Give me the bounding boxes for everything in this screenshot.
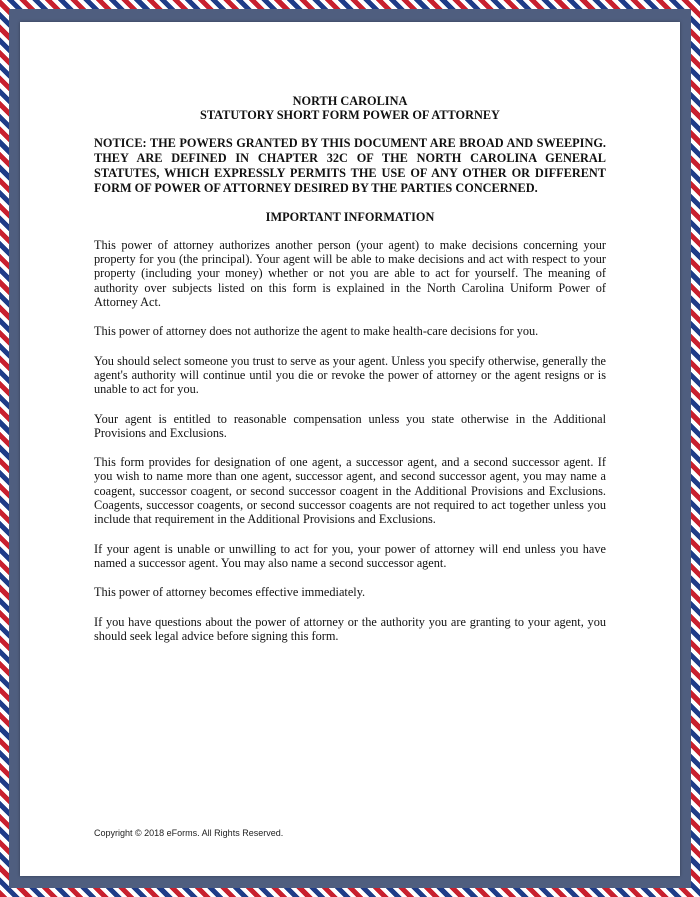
paragraph-effective: This power of attorney becomes effective immediately. [94,585,366,600]
paragraph-designation: This form provides for designation of one agent, a successor agent, and a second successor agent. If you wish to name more than one agent, successor agent, and second successor agent, you may name a coagent, successor coagent, or second successor coagent in the Additional Provisions and Exclusions. Coagents, successor coagents, or second successor coagents are not required to act together unless you include that requirement in the Additional Provisions and Exclusions. [94,455,606,527]
paragraph-select-agent: You should select someone you trust to serve as your agent. Unless you specify otherwise, generally the agent's authority will continue until you die or revoke the power of attorney or the agent resigns or is unable to act for you. [94,353,606,397]
section-heading: IMPORTANT INFORMATION [265,209,435,224]
notice-paragraph: NOTICE: THE POWERS GRANTED BY THIS DOCUMENT ARE BROAD AND SWEEPING. THEY ARE DEFINED IN CHAPTER 32C OF THE NORTH CAROLINA GENERAL STATUTES, WHICH EXPRESSLY PERMITS THE USE OF ANY OTHER OR DIFFERENT FORM OF POWER OF ATTORNEY DESIRED BY THE PARTIES CONCERNED. [94,136,606,195]
title-state: NORTH CAROLINA [292,94,408,108]
paragraph-health-care: This power of attorney does not authorize the agent to make health-care decisions for you. [94,324,539,339]
copyright-notice: Copyright © 2018 eForms. All Rights Reserved. [94,828,284,838]
paragraph-agent-authority: This power of attorney authorizes another person (your agent) to make decisions concerning your property for you (the principal). Your agent will be able to make decisions and act with respect to your property (including your money) whether or not you are able to act for yourself. The meaning of authority over subjects listed on this form is explained in the North Carolina Uniform Power of Attorney Act. [94,237,606,310]
document-page [20,22,680,876]
title-form-name: STATUTORY SHORT FORM POWER OF ATTORNEY [200,108,500,123]
paragraph-legal-advice: If you have questions about the power of attorney or the authority you are granting to your agent, you should seek legal advice before signing this form. [94,614,606,643]
paragraph-successor: If your agent is unable or unwilling to act for you, your power of attorney will end unless you have named a successor agent. You may also name a second successor agent. [94,541,606,570]
document-body [94,94,606,643]
paragraph-compensation: Your agent is entitled to reasonable compensation unless you state otherwise in the Additional Provisions and Exclusions. [94,411,606,440]
document-title [94,94,606,122]
